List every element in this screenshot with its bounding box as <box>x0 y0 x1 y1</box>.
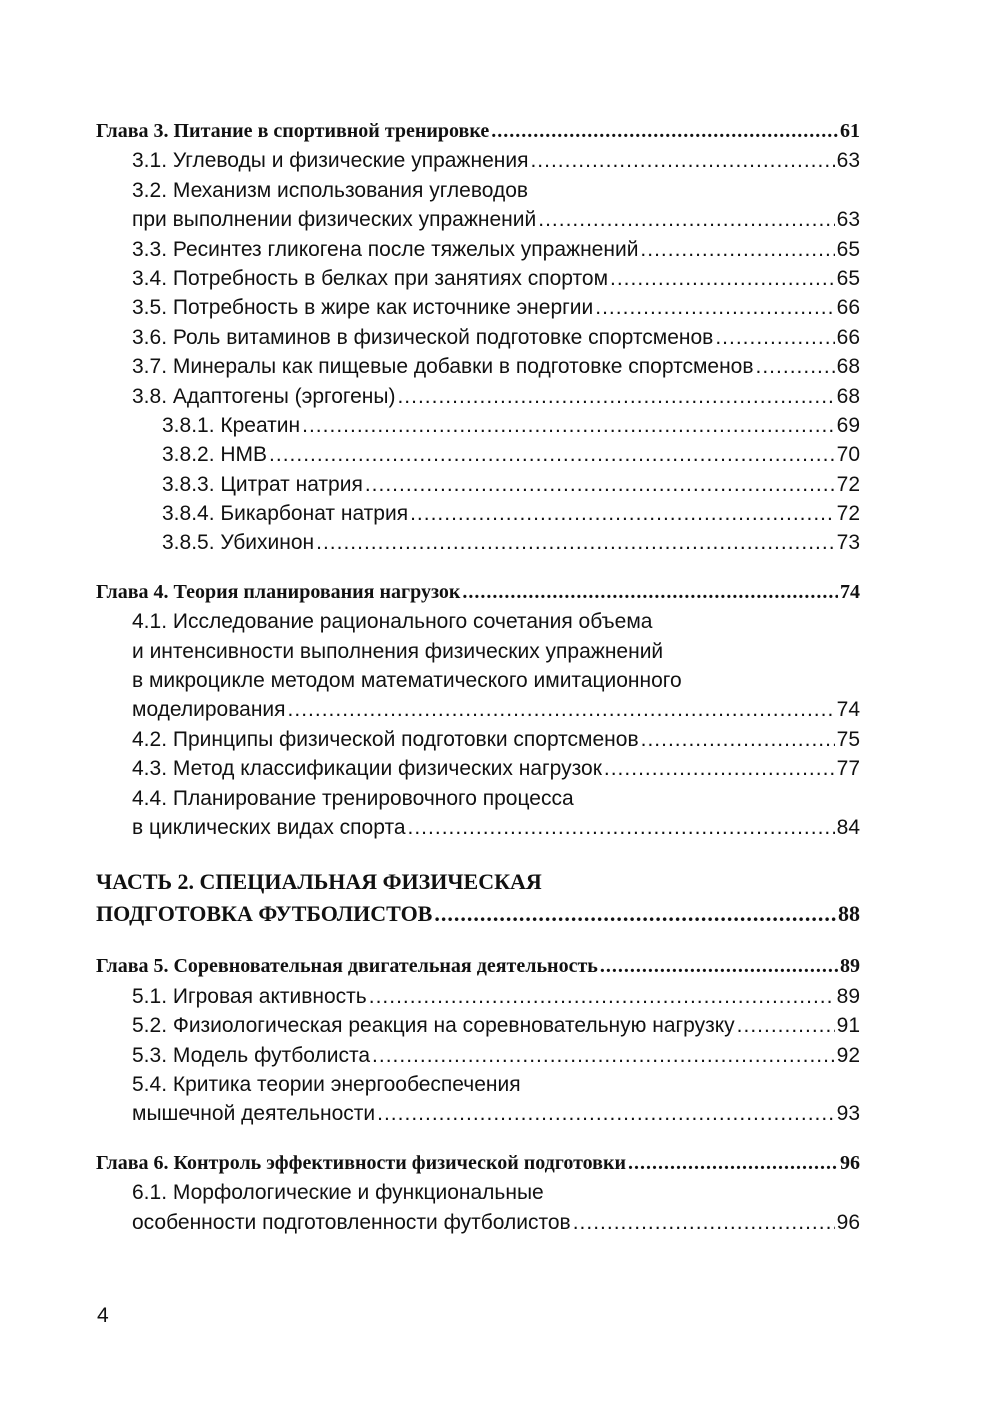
leader-dots <box>434 898 836 930</box>
toc-entry-title: 3.1. Углеводы и физические упражнения <box>132 149 529 173</box>
toc-entry-title: 3.8.2. HMB <box>162 443 268 467</box>
toc-page-number: 74 <box>840 580 860 603</box>
toc-subentry <box>96 528 860 557</box>
toc-entry-title: 5.4. Критика теории энергообеспечения <box>132 1072 521 1096</box>
toc-entry-title: 3.8.5. Убихинон <box>162 531 315 555</box>
spacer <box>96 930 860 952</box>
toc-entry-title: 5.3. Модель футболиста <box>132 1043 371 1067</box>
toc-page-number: 66 <box>836 325 860 349</box>
toc-part-2-line1 <box>96 866 860 898</box>
toc-page-number: 66 <box>836 296 860 320</box>
toc-page-number: 61 <box>840 120 860 142</box>
toc-page-number: 77 <box>836 757 860 781</box>
leader-dots <box>538 205 834 234</box>
toc-entry <box>96 146 860 175</box>
toc-entry-title: и интенсивности выполнения физических упражнений <box>132 639 664 663</box>
toc-chapter-title: Глава 6. Контроль эффективности физической подготовки <box>96 1151 627 1174</box>
leader-dots <box>316 528 835 557</box>
leader-dots <box>530 146 834 175</box>
leader-dots <box>369 982 835 1011</box>
toc-chapter-3 <box>96 117 860 146</box>
leader-dots <box>410 499 835 528</box>
toc-entry <box>96 323 860 352</box>
toc-entry-continued <box>96 637 860 666</box>
toc-part-title: ПОДГОТОВКА ФУТБОЛИСТОВ <box>96 901 433 927</box>
toc-entry-title: 3.2. Механизм использования углеводов <box>132 178 529 202</box>
toc-entry <box>96 352 860 381</box>
leader-dots <box>372 1041 835 1070</box>
leader-dots <box>269 440 835 469</box>
toc-page-number: 96 <box>840 1151 860 1174</box>
leader-dots <box>715 323 834 352</box>
toc-page-number: 84 <box>836 815 860 839</box>
toc-entry <box>96 176 860 205</box>
toc-page-number: 93 <box>836 1102 860 1126</box>
leader-dots <box>641 725 835 754</box>
toc-page-number: 65 <box>836 237 860 261</box>
toc-page-number: 75 <box>836 727 860 751</box>
toc-entry <box>96 1178 860 1207</box>
toc-page-number: 69 <box>836 413 860 437</box>
toc-entry-continued <box>96 813 860 842</box>
toc-subentry <box>96 470 860 499</box>
toc-chapter-title: Глава 3. Питание в спортивной тренировке <box>96 120 490 142</box>
toc-chapter-title: Глава 5. Соревновательная двигательная деятельность <box>96 955 598 978</box>
toc-entry-title: 3.3. Ресинтез гликогена после тяжелых упражнений <box>132 237 639 261</box>
toc-page-number: 68 <box>836 355 860 379</box>
toc-entry-continued <box>96 1208 860 1237</box>
toc-entry-title: в циклических видах спорта <box>132 815 406 839</box>
toc-part-2-line2 <box>96 898 860 930</box>
toc-subentry <box>96 440 860 469</box>
toc-page-number: 63 <box>836 149 860 173</box>
toc-page-number: 72 <box>836 502 860 526</box>
toc-entry-title: 5.1. Игровая активность <box>132 984 367 1008</box>
toc-entry-continued <box>96 205 860 234</box>
toc-page-number: 89 <box>836 984 860 1008</box>
leader-dots <box>462 578 838 607</box>
toc-entry <box>96 382 860 411</box>
toc-entry-title: моделирования <box>132 698 286 722</box>
toc-entry <box>96 725 860 754</box>
toc-page-number: 96 <box>836 1210 860 1234</box>
toc-entry-continued <box>96 1099 860 1128</box>
toc-page-number: 70 <box>836 443 860 467</box>
toc-entry <box>96 1011 860 1040</box>
toc-page-number: 91 <box>836 1014 860 1038</box>
toc-entry <box>96 607 860 636</box>
leader-dots <box>408 813 835 842</box>
toc-page-number: 63 <box>836 208 860 232</box>
toc-entry-continued <box>96 695 860 724</box>
toc-page-number: 72 <box>836 472 860 496</box>
spacer <box>96 1129 860 1149</box>
toc-part-title: ЧАСТЬ 2. СПЕЦИАЛЬНАЯ ФИЗИЧЕСКАЯ <box>96 869 542 895</box>
spacer <box>96 842 860 866</box>
spacer <box>96 558 860 578</box>
toc-entry-title: 6.1. Морфологические и функциональные <box>132 1181 544 1205</box>
toc-chapter-5 <box>96 952 860 981</box>
toc-entry-title: 3.8.3. Цитрат натрия <box>162 472 363 496</box>
toc-entry-title: 3.8.1. Креатин <box>162 413 301 437</box>
toc-chapter-title: Глава 4. Теория планирования нагрузок <box>96 580 461 603</box>
toc-subentry <box>96 499 860 528</box>
leader-dots <box>397 382 834 411</box>
toc-entry-title: в микроцикле методом математического имитационного <box>132 669 682 693</box>
page-number: 4 <box>97 1304 109 1327</box>
leader-dots <box>491 117 838 146</box>
leader-dots <box>377 1099 835 1128</box>
toc-entry-title: 4.2. Принципы физической подготовки спортсменов <box>132 727 639 751</box>
toc-entry <box>96 1070 860 1099</box>
toc-page-number: 89 <box>840 955 860 978</box>
toc-entry-continued <box>96 666 860 695</box>
toc-entry-title: 3.8. Адаптогены (эргогены) <box>132 384 396 408</box>
toc-entry-title: 3.5. Потребность в жире как источнике энергии <box>132 296 594 320</box>
toc-entry-title: 4.4. Планирование тренировочного процесса <box>132 786 574 810</box>
toc-entry <box>96 235 860 264</box>
toc-entry <box>96 784 860 813</box>
toc-entry-title: особенности подготовленности футболистов <box>132 1210 571 1234</box>
leader-dots <box>288 695 835 724</box>
toc-entry <box>96 264 860 293</box>
leader-dots <box>737 1011 835 1040</box>
toc-entry-title: 4.3. Метод классификации физических нагрузок <box>132 757 602 781</box>
toc-entry <box>96 1041 860 1070</box>
leader-dots <box>573 1208 835 1237</box>
table-of-contents <box>96 117 860 1237</box>
leader-dots <box>365 470 835 499</box>
leader-dots <box>604 754 835 783</box>
toc-subentry <box>96 411 860 440</box>
toc-page-number: 73 <box>836 531 860 555</box>
toc-page-number: 88 <box>838 901 860 927</box>
toc-entry <box>96 982 860 1011</box>
toc-page-number: 74 <box>836 698 860 722</box>
toc-entry-title: 3.4. Потребность в белках при занятиях спортом <box>132 266 609 290</box>
toc-entry-title: 5.2. Физиологическая реакция на соревновательную нагрузку <box>132 1014 735 1038</box>
leader-dots <box>756 352 835 381</box>
leader-dots <box>302 411 835 440</box>
toc-entry <box>96 293 860 322</box>
toc-entry-title: 4.1. Исследование рационального сочетания объема <box>132 610 653 634</box>
toc-entry-title: при выполнении физических упражнений <box>132 208 537 232</box>
leader-dots <box>610 264 835 293</box>
toc-page-number: 68 <box>836 384 860 408</box>
leader-dots <box>640 235 834 264</box>
toc-page-number: 65 <box>836 266 860 290</box>
toc-entry-title: мышечной деятельности <box>132 1102 376 1126</box>
toc-entry-title: 3.7. Минералы как пищевые добавки в подготовке спортсменов <box>132 355 754 379</box>
toc-entry <box>96 754 860 783</box>
toc-chapter-6 <box>96 1149 860 1178</box>
toc-entry-title: 3.6. Роль витаминов в физической подготовке спортсменов <box>132 325 714 349</box>
toc-page-number: 92 <box>836 1043 860 1067</box>
leader-dots <box>628 1149 838 1178</box>
toc-entry-title: 3.8.4. Бикарбонат натрия <box>162 502 409 526</box>
leader-dots <box>595 293 834 322</box>
toc-chapter-4 <box>96 578 860 607</box>
leader-dots <box>600 952 838 981</box>
